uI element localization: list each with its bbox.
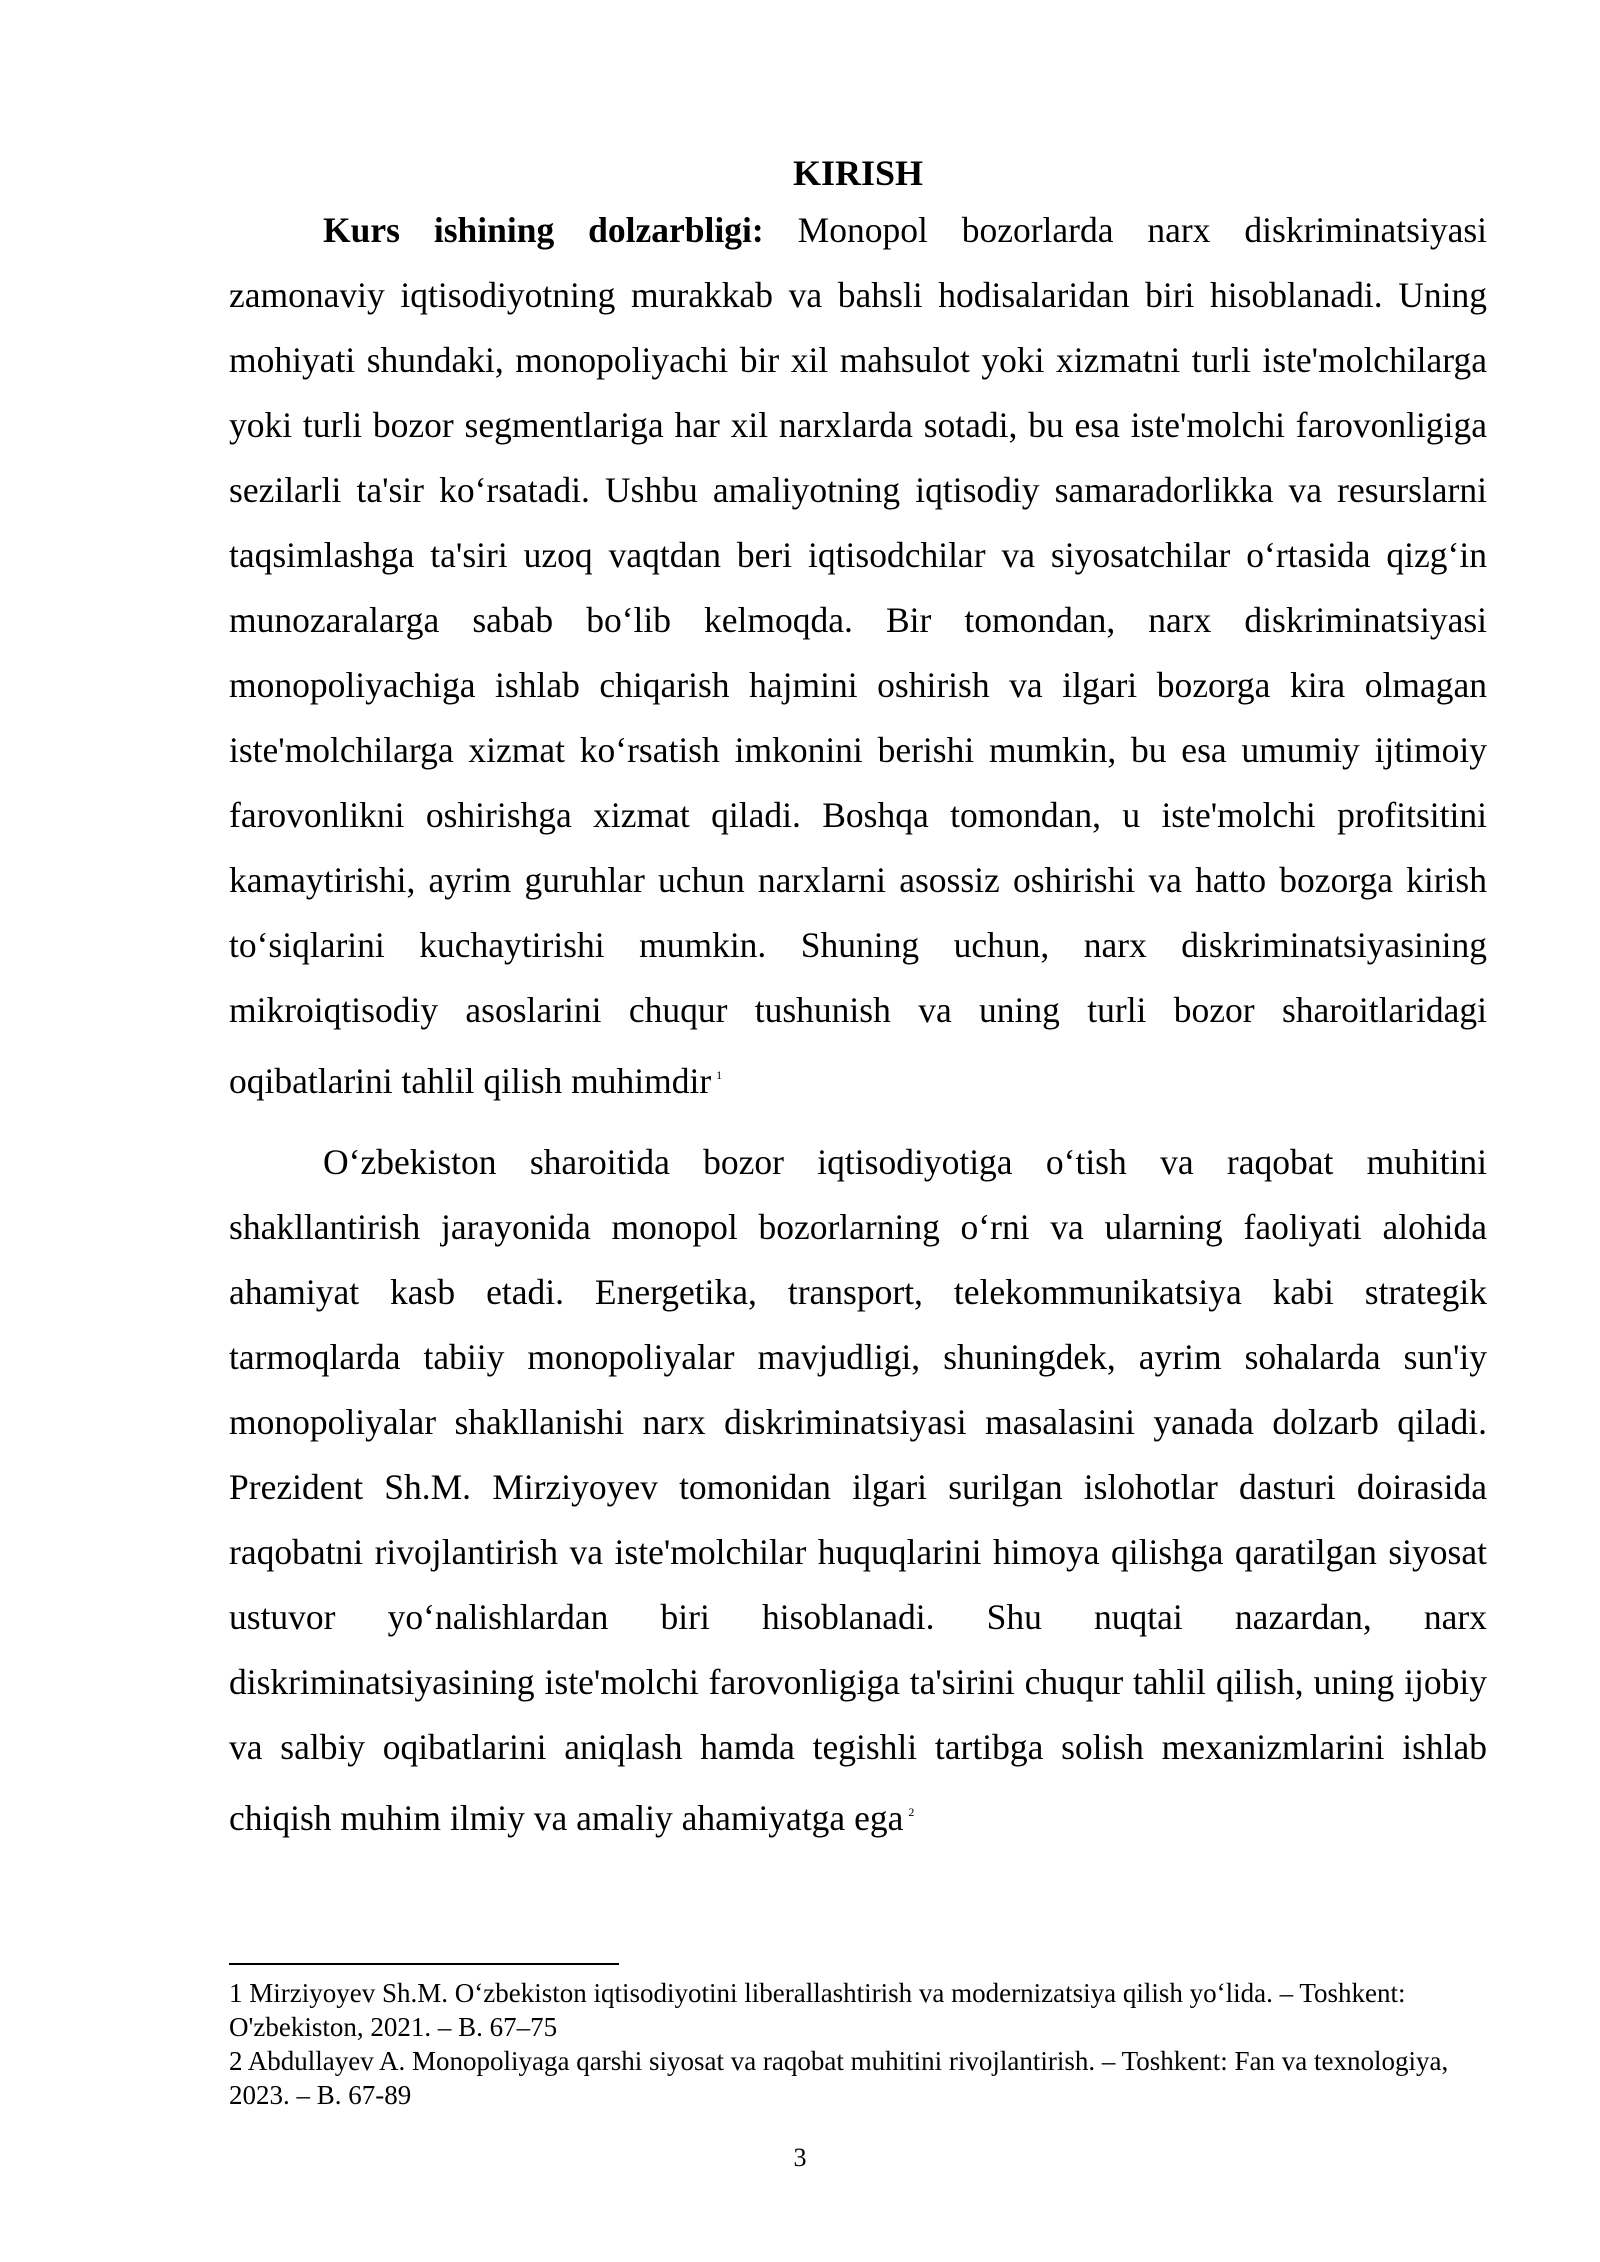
page-number: 3 [793, 2143, 807, 2172]
page-title: KIRISH [792, 153, 924, 193]
paragraph-uzbekistan-text: O‘zbekiston sharoitida bozor iqtisodiyotiga o‘tish va raqobat muhitini shakllantirish jarayonida monopol bozorlarning o‘rni va ularning faoliyati alohida ahamiyat kasb etadi. Energetika, transport, telekommunikatsiya kabi strategik tarmoqlarda tabiiy monopoliyalar mavjudligi, shuningdek, ayrim sohalarda sun'iy monopoliyalar shakllanishi narx diskriminatsiyasi masalasini yanada dolzarb qiladi. Prezident Sh.M. Mirziyoyev tomonidan ilgari surilgan islohotlar dasturi doirasida raqobatni rivojlantirish va iste'molchilar huquqlarini himoya qilishga qaratilgan siyosat ustuvor yo‘nalishlardan biri hisoblanadi. Shu nuqtai nazardan, narx diskriminatsiyasining iste'molchi farovonligiga ta'sirini chuqur tahlil qilish, uning ijobiy va salbiy oqibatlarini aniqlash hamda tegishli tartibga solish mexanizmlarini ishlab chiqish muhim ilmiy va amaliy ahamiyatga ega [229, 1142, 1487, 1838]
footnote-reference-1: 1 [716, 1068, 723, 1082]
footnote-reference-2: 2 [908, 1805, 915, 1819]
footnotes-list [229, 1976, 1487, 2112]
page-body [229, 148, 1487, 1851]
paragraph-uzbekistan-context [229, 1130, 1487, 1851]
paragraph-relevance [229, 198, 1487, 1114]
footnote-separator [229, 1963, 619, 1965]
paragraph-relevance-text: Monopol bozorlarda narx diskriminatsiyasi zamonaviy iqtisodiyotning murakkab va bahsli hodisalaridan biri hisoblanadi. Uning mohiyati shundaki, monopoliyachi bir xil mahsulot yoki xizmatni turli iste'molchilarga yoki turli bozor segmentlariga har xil narxlarda sotadi, bu esa iste'molchi farovonligiga sezilarli ta'sir ko‘rsatadi. Ushbu amaliyotning iqtisodiy samaradorlikka va resurslarni taqsimlashga ta'siri uzoq vaqtdan beri iqtisodchilar va siyosatchilar o‘rtasida qizg‘in munozaralarga sabab bo‘lib kelmoqda. Bir tomondan, narx diskriminatsiyasi monopoliyachiga ishlab chiqarish hajmini oshirish va ilgari bozorga kira olmagan iste'molchilarga xizmat ko‘rsatish imkonini berishi mumkin, bu esa umumiy ijtimoiy farovonlikni oshirishga xizmat qiladi. Boshqa tomondan, u iste'molchi profitsitini kamaytirishi, ayrim guruhlar uchun narxlarni asossiz oshirishi va hatto bozorga kirish to‘siqlarini kuchaytirishi mumkin. Shuning uchun, narx diskriminatsiyasining mikroiqtisodiy asoslarini chuqur tushunish va uning turli bozor sharoitlaridagi oqibatlarini tahlil qilish muhimdir [229, 210, 1488, 1101]
footnote-item: 2 Abdullayev A. Monopoliyaga qarshi siyosat va raqobat muhitini rivojlantirish. – Toshkent: Fan va texnologiya, 2023. – B. 67-89 [229, 2046, 1449, 2110]
footnote-item: 1 Mirziyoyev Sh.M. O‘zbekiston iqtisodiyotini liberallashtirish va modernizatsiya qilish yo‘lida. – Toshkent: O'zbekiston, 2021. – B. 67–75 [229, 1978, 1406, 2042]
paragraph-lead-heading: Kurs ishining dolzarbligi: [323, 210, 764, 250]
